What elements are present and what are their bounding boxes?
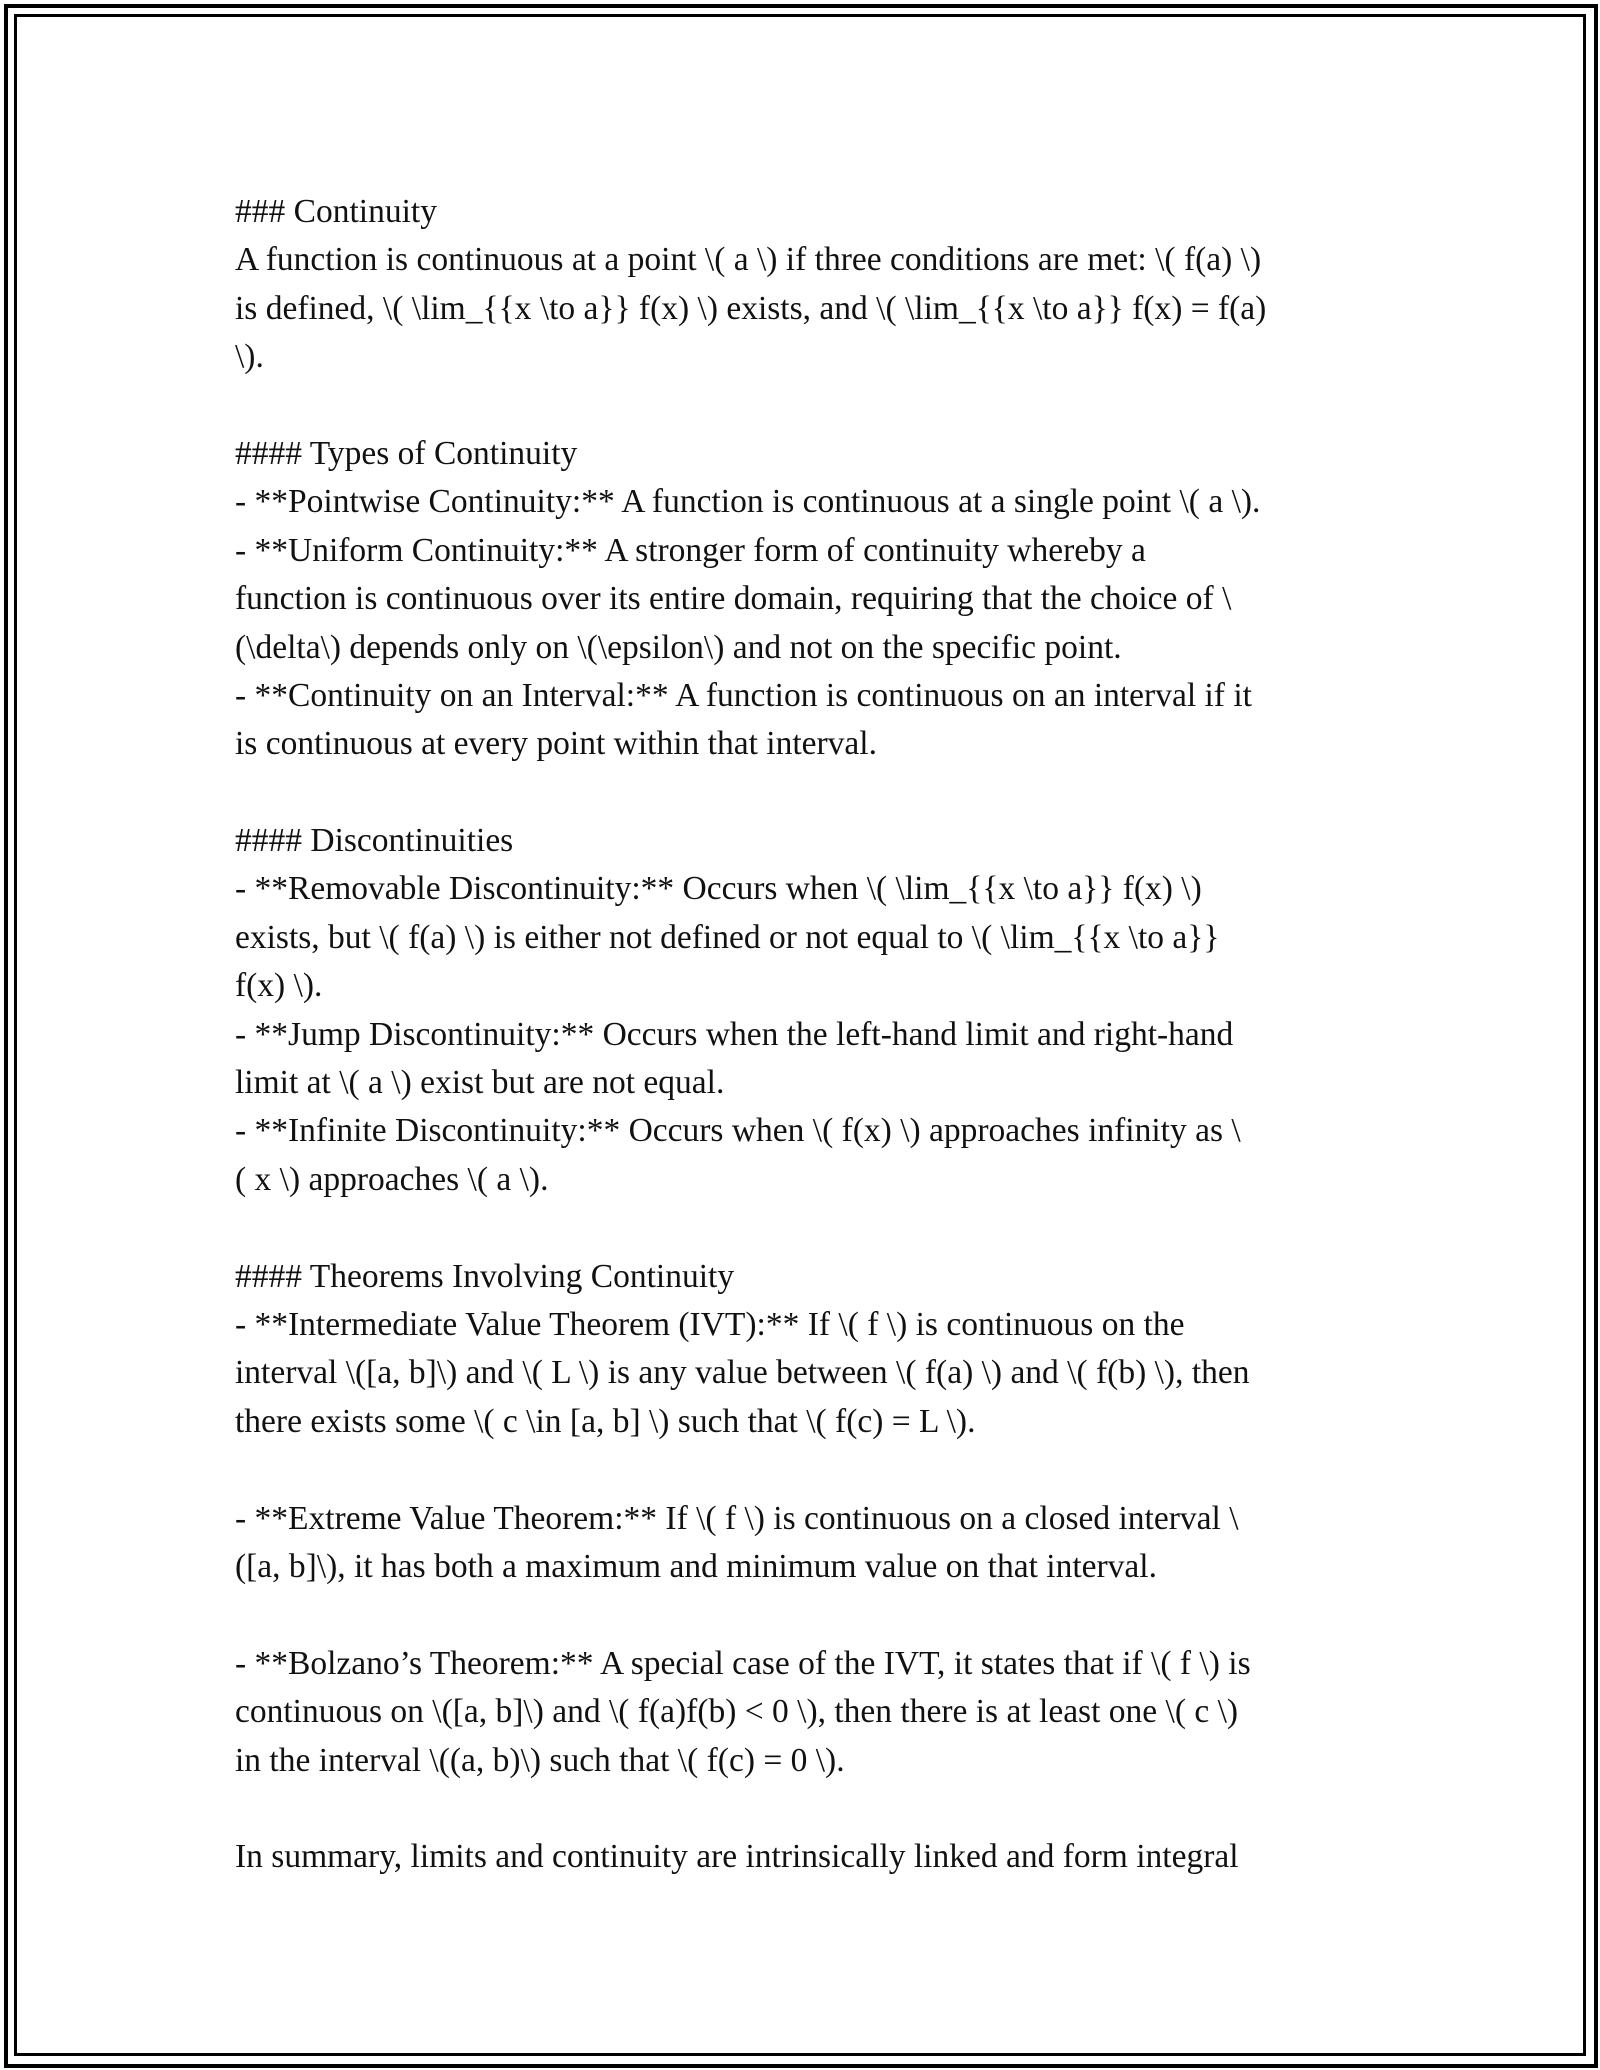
text-line: there exists some \( c \in [a, b] \) such that \( f(c) = L \). [235, 1402, 976, 1440]
text-line: ( x \) approaches \( a \). [235, 1160, 549, 1198]
list-item-ivt: - **Intermediate Value Theorem (IVT):** If \( f \) is continuous on the [235, 1305, 1185, 1343]
text-line: limit at \( a \) exist but are not equal. [235, 1064, 725, 1102]
text-line: \). [235, 338, 264, 376]
text-line: in the interval \((a, b)\) such that \( f(c) = 0 \). [235, 1741, 845, 1779]
list-item-jump: - **Jump Discontinuity:** Occurs when the left-hand limit and right-hand [235, 1015, 1234, 1053]
text-line: function is continuous over its entire domain, requiring that the choice of \ [235, 580, 1232, 618]
text-line: A function is continuous at a point \( a \) if three conditions are met: \( f(a) \) [235, 241, 1262, 279]
document-body [235, 188, 1370, 1882]
heading-discontinuities: #### Discontinuities [235, 822, 514, 860]
text-line: is continuous at every point within that interval. [235, 725, 877, 763]
blank-line [235, 1591, 1370, 1639]
text-line: f(x) \). [235, 967, 323, 1005]
list-item-uniform: - **Uniform Continuity:** A stronger form of continuity whereby a [235, 531, 1146, 569]
text-line: exists, but \( f(a) \) is either not defined or not equal to \( \lim_{{x \to a}} [235, 918, 1220, 956]
heading-types-of-continuity: #### Types of Continuity [235, 434, 578, 472]
blank-line [235, 1204, 1370, 1252]
heading-theorems: #### Theorems Involving Continuity [235, 1257, 735, 1295]
text-line: ([a, b]\), it has both a maximum and minimum value on that interval. [235, 1547, 1157, 1585]
summary-line: In summary, limits and continuity are intrinsically linked and form integral [235, 1838, 1239, 1876]
blank-line [235, 382, 1370, 430]
list-item-extreme-value: - **Extreme Value Theorem:** If \( f \) is continuous on a closed interval \ [235, 1499, 1239, 1537]
heading-continuity: ### Continuity [235, 193, 437, 230]
blank-line [235, 1785, 1370, 1833]
blank-line [235, 769, 1370, 817]
list-item-infinite: - **Infinite Discontinuity:** Occurs when \( f(x) \) approaches infinity as \ [235, 1112, 1241, 1150]
list-item-bolzano: - **Bolzano’s Theorem:** A special case of the IVT, it states that if \( f \) is [235, 1644, 1251, 1682]
list-item-pointwise: - **Pointwise Continuity:** A function is continuous at a single point \( a \). [235, 483, 1261, 521]
list-item-interval: - **Continuity on an Interval:** A function is continuous on an interval if it [235, 676, 1252, 714]
blank-line [235, 1446, 1370, 1494]
text-line: is defined, \( \lim_{{x \to a}} f(x) \) exists, and \( \lim_{{x \to a}} f(x) = f(a) [235, 289, 1267, 327]
text-line: interval \([a, b]\) and \( L \) is any value between \( f(a) \) and \( f(b) \), then [235, 1354, 1250, 1392]
text-line: continuous on \([a, b]\) and \( f(a)f(b) < 0 \), then there is at least one \( c \) [235, 1693, 1239, 1731]
text-line: (\delta\) depends only on \(\epsilon\) and not on the specific point. [235, 628, 1122, 666]
list-item-removable: - **Removable Discontinuity:** Occurs when \( \lim_{{x \to a}} f(x) \) [235, 870, 1202, 908]
